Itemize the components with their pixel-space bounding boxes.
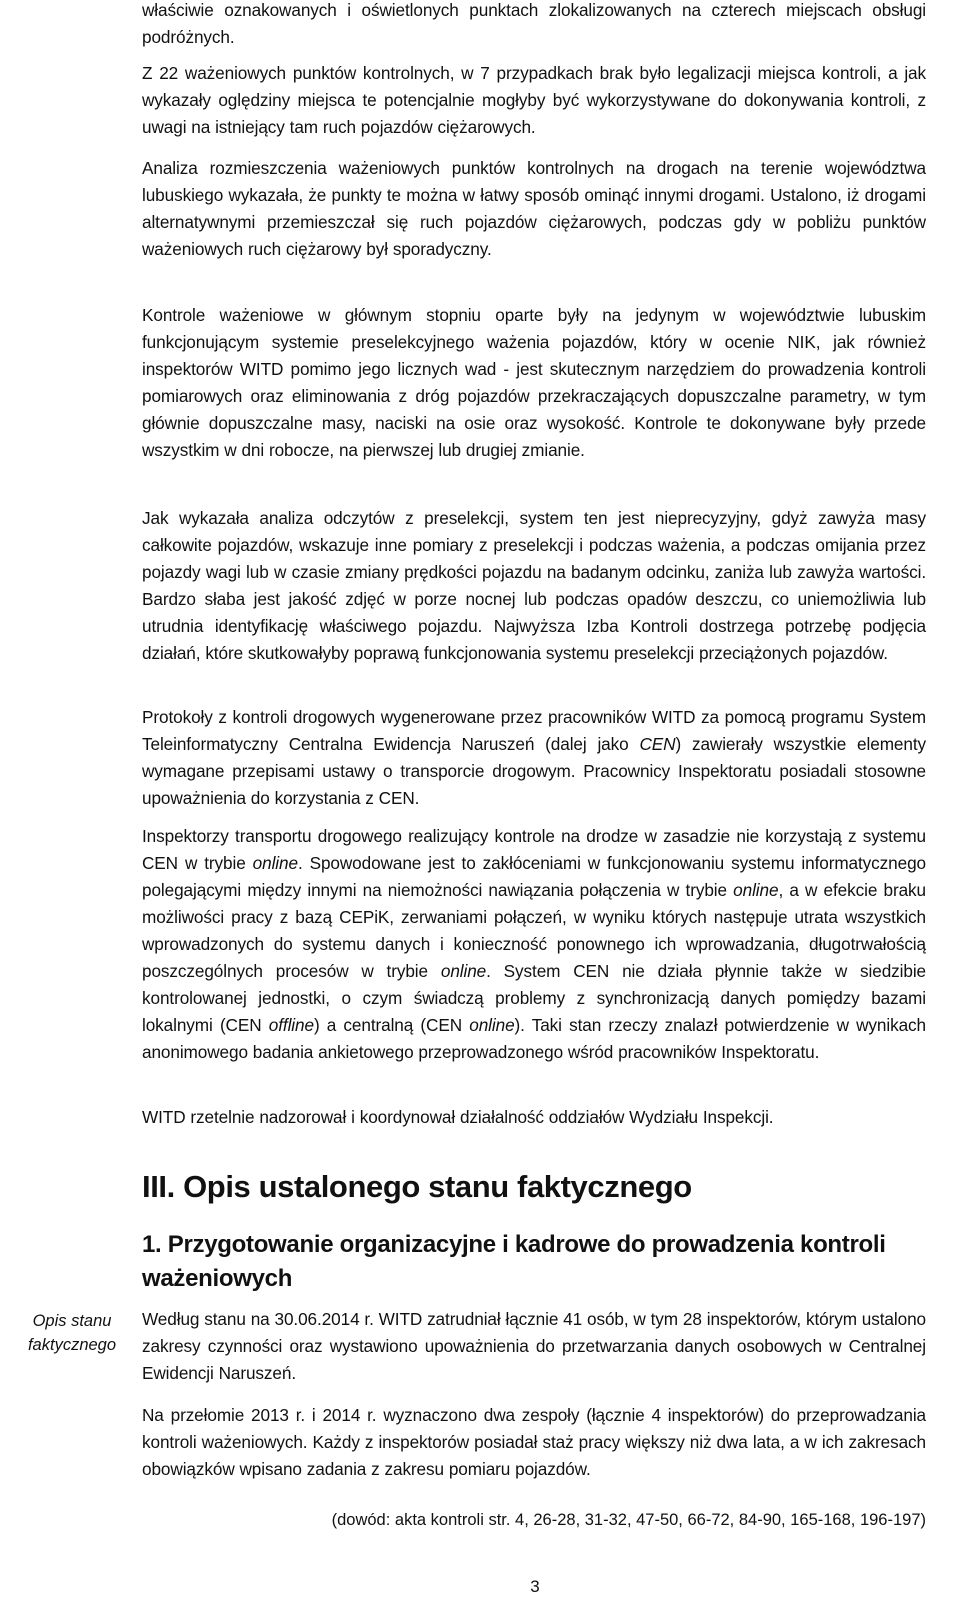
evidence-reference: (dowód: akta kontroli str. 4, 26-28, 31-32, 47-50, 66-72, 84-90, 165-168, 196-197) [331,1511,926,1529]
paragraph-6-text-c: ) zawierały wszystkie elementy wymagane przepisami ustawy o transporcie drogowym. Pracownicy Inspektoratu posiadali stosowne upoważnienia do korzystania z CEN. [142,734,926,808]
paragraph-7-italic-b: online [252,853,298,873]
paragraph-7 [142,823,926,1066]
paragraph-7-text-e: , a w efekcie braku możliwości pracy z bazą CEPiK, zerwaniami połączeń, w wyniku których następuje utrata wszystkich wprowadzonych do systemu danych i konieczność ponownego ich wprowadzania, długotrwałością poszczególnych procesów w trybie [142,880,926,981]
paragraph-7-text-g: . System CEN nie działa płynnie także w siedzibie kontrolowanej jednostki, o czym świadczą problemy z synchronizacją danych pomiędzy bazami lokalnymi (CEN [142,961,926,1035]
paragraph-2: Z 22 ważeniowych punktów kontrolnych, w 7 przypadkach brak było legalizacji miejsca kontroli, a jak wykazały oględziny miejsca te potencjalnie mogłyby być wykorzystywane do dokonywania kontroli, z uwagi na istniejący tam ruch pojazdów ciężarowych. [142,63,926,137]
paragraph-10: Na przełomie 2013 r. i 2014 r. wyznaczono dwa zespoły (łącznie 4 inspektorów) do przeprowadzania kontroli ważeniowych. Każdy z inspektorów posiadał staż pracy większy niż dwa lata, a w ich zakresach obowiązków wpisano zadania z zakresu pomiaru pojazdów. [142,1405,926,1479]
paragraph-7-italic-j: online [469,1015,515,1035]
paragraph-8: WITD rzetelnie nadzorował i koordynował działalność oddziałów Wydziału Inspekcji. [142,1107,774,1127]
paragraph-9: Według stanu na 30.06.2014 r. WITD zatrudniał łącznie 41 osób, w tym 28 inspektorów, którym ustalono zakresy czynności oraz wystawiono upoważnienia do przetwarzania danych osobowych w Centralnej Ewidencji Naruszeń. [142,1309,926,1383]
paragraph-7-text-k: ). Taki stan rzeczy znalazł potwierdzenie w wynikach anonimowego badania ankietowego przeprowadzonego wśród pracowników Inspektoratu. [142,1015,926,1062]
section-heading: III. Opis ustalonego stanu faktycznego [142,1169,692,1204]
paragraph-3: Analiza rozmieszczenia ważeniowych punktów kontrolnych na drogach na terenie województwa lubuskiego wykazała, że punkty te można w łatwy sposób ominąć innymi drogami. Ustalono, iż drogami alternatywnymi przemieszczał się ruch pojazdów ciężarowych, podczas gdy w pobliżu punktów ważeniowych ruch ciężarowy był sporadyczny. [142,158,926,259]
paragraph-6-italic-cen: CEN [639,734,676,754]
page-number: 3 [530,1577,540,1596]
paragraph-7-text-a: Inspektorzy transportu drogowego realizujący kontrole na drodze w zasadzie nie korzystają z systemu CEN w trybie [142,826,926,873]
paragraph-5: Jak wykazała analiza odczytów z preselekcji, system ten jest nieprecyzyjny, gdyż zawyża masy całkowite pojazdów, wskazuje inne pomiary z preselekcji i podczas ważenia, a podczas omijania przez pojazdy wagi lub w czasie zmiany prędkości pojazdu na badanym odcinku, zaniża lub zawyża wartości. Bardzo słaba jest jakość zdjęć w porze nocnej lub podczas opadów deszczu, co uniemożliwia lub utrudnia identyfikację właściwego pojazdu. Najwyższa Izba Kontroli dostrzega potrzebę podjęcia działań, które skutkowałyby poprawą funkcjonowania systemu preselekcji przeciążonych pojazdów. [142,508,926,663]
paragraph-7-italic-d: online [733,880,779,900]
paragraph-4: Kontrole ważeniowe w głównym stopniu oparte były na jedynym w województwie lubuskim funkcjonującym systemie preselekcyjnego ważenia pojazdów, który w ocenie NIK, jak również inspektorów WITD pomimo jego licznych wad - jest skutecznym narzędziem do prowadzenia kontroli pomiarowych oraz eliminowania z dróg pojazdów przekraczających dopuszczalne parametry, w tym głównie dopuszczalne masy, naciski na osie oraz wysokość. Kontrole te dokonywane były przede wszystkim w dni robocze, na pierwszej lub drugiej zmianie. [142,305,926,460]
paragraph-7-text-i: ) a centralną (CEN [313,1015,470,1035]
subsection-heading: 1. Przygotowanie organizacyjne i kadrowe do prowadzenia kontroli ważeniowych [142,1231,886,1292]
paragraph-6 [142,704,926,812]
paragraph-7-text-c: . Spowodowane jest to zakłóceniami w funkcjonowaniu systemu informatycznego polegającymi między innymi na niemożności nawiązania połączenia w trybie [142,853,926,900]
paragraph-7-italic-h: offline [268,1015,314,1035]
paragraph-7-italic-f: online [440,961,487,981]
margin-note: Opis stanu faktycznego [27,1312,117,1354]
paragraph-1: właściwie oznakowanych i oświetlonych punktach zlokalizowanych na czterech miejscach obsługi podróżnych. [142,0,926,47]
paragraph-6-text-a: Protokoły z kontroli drogowych wygenerowane przez pracowników WITD za pomocą programu System Teleinformatyczny Centralna Ewidencja Naruszeń (dalej jako [142,707,926,754]
